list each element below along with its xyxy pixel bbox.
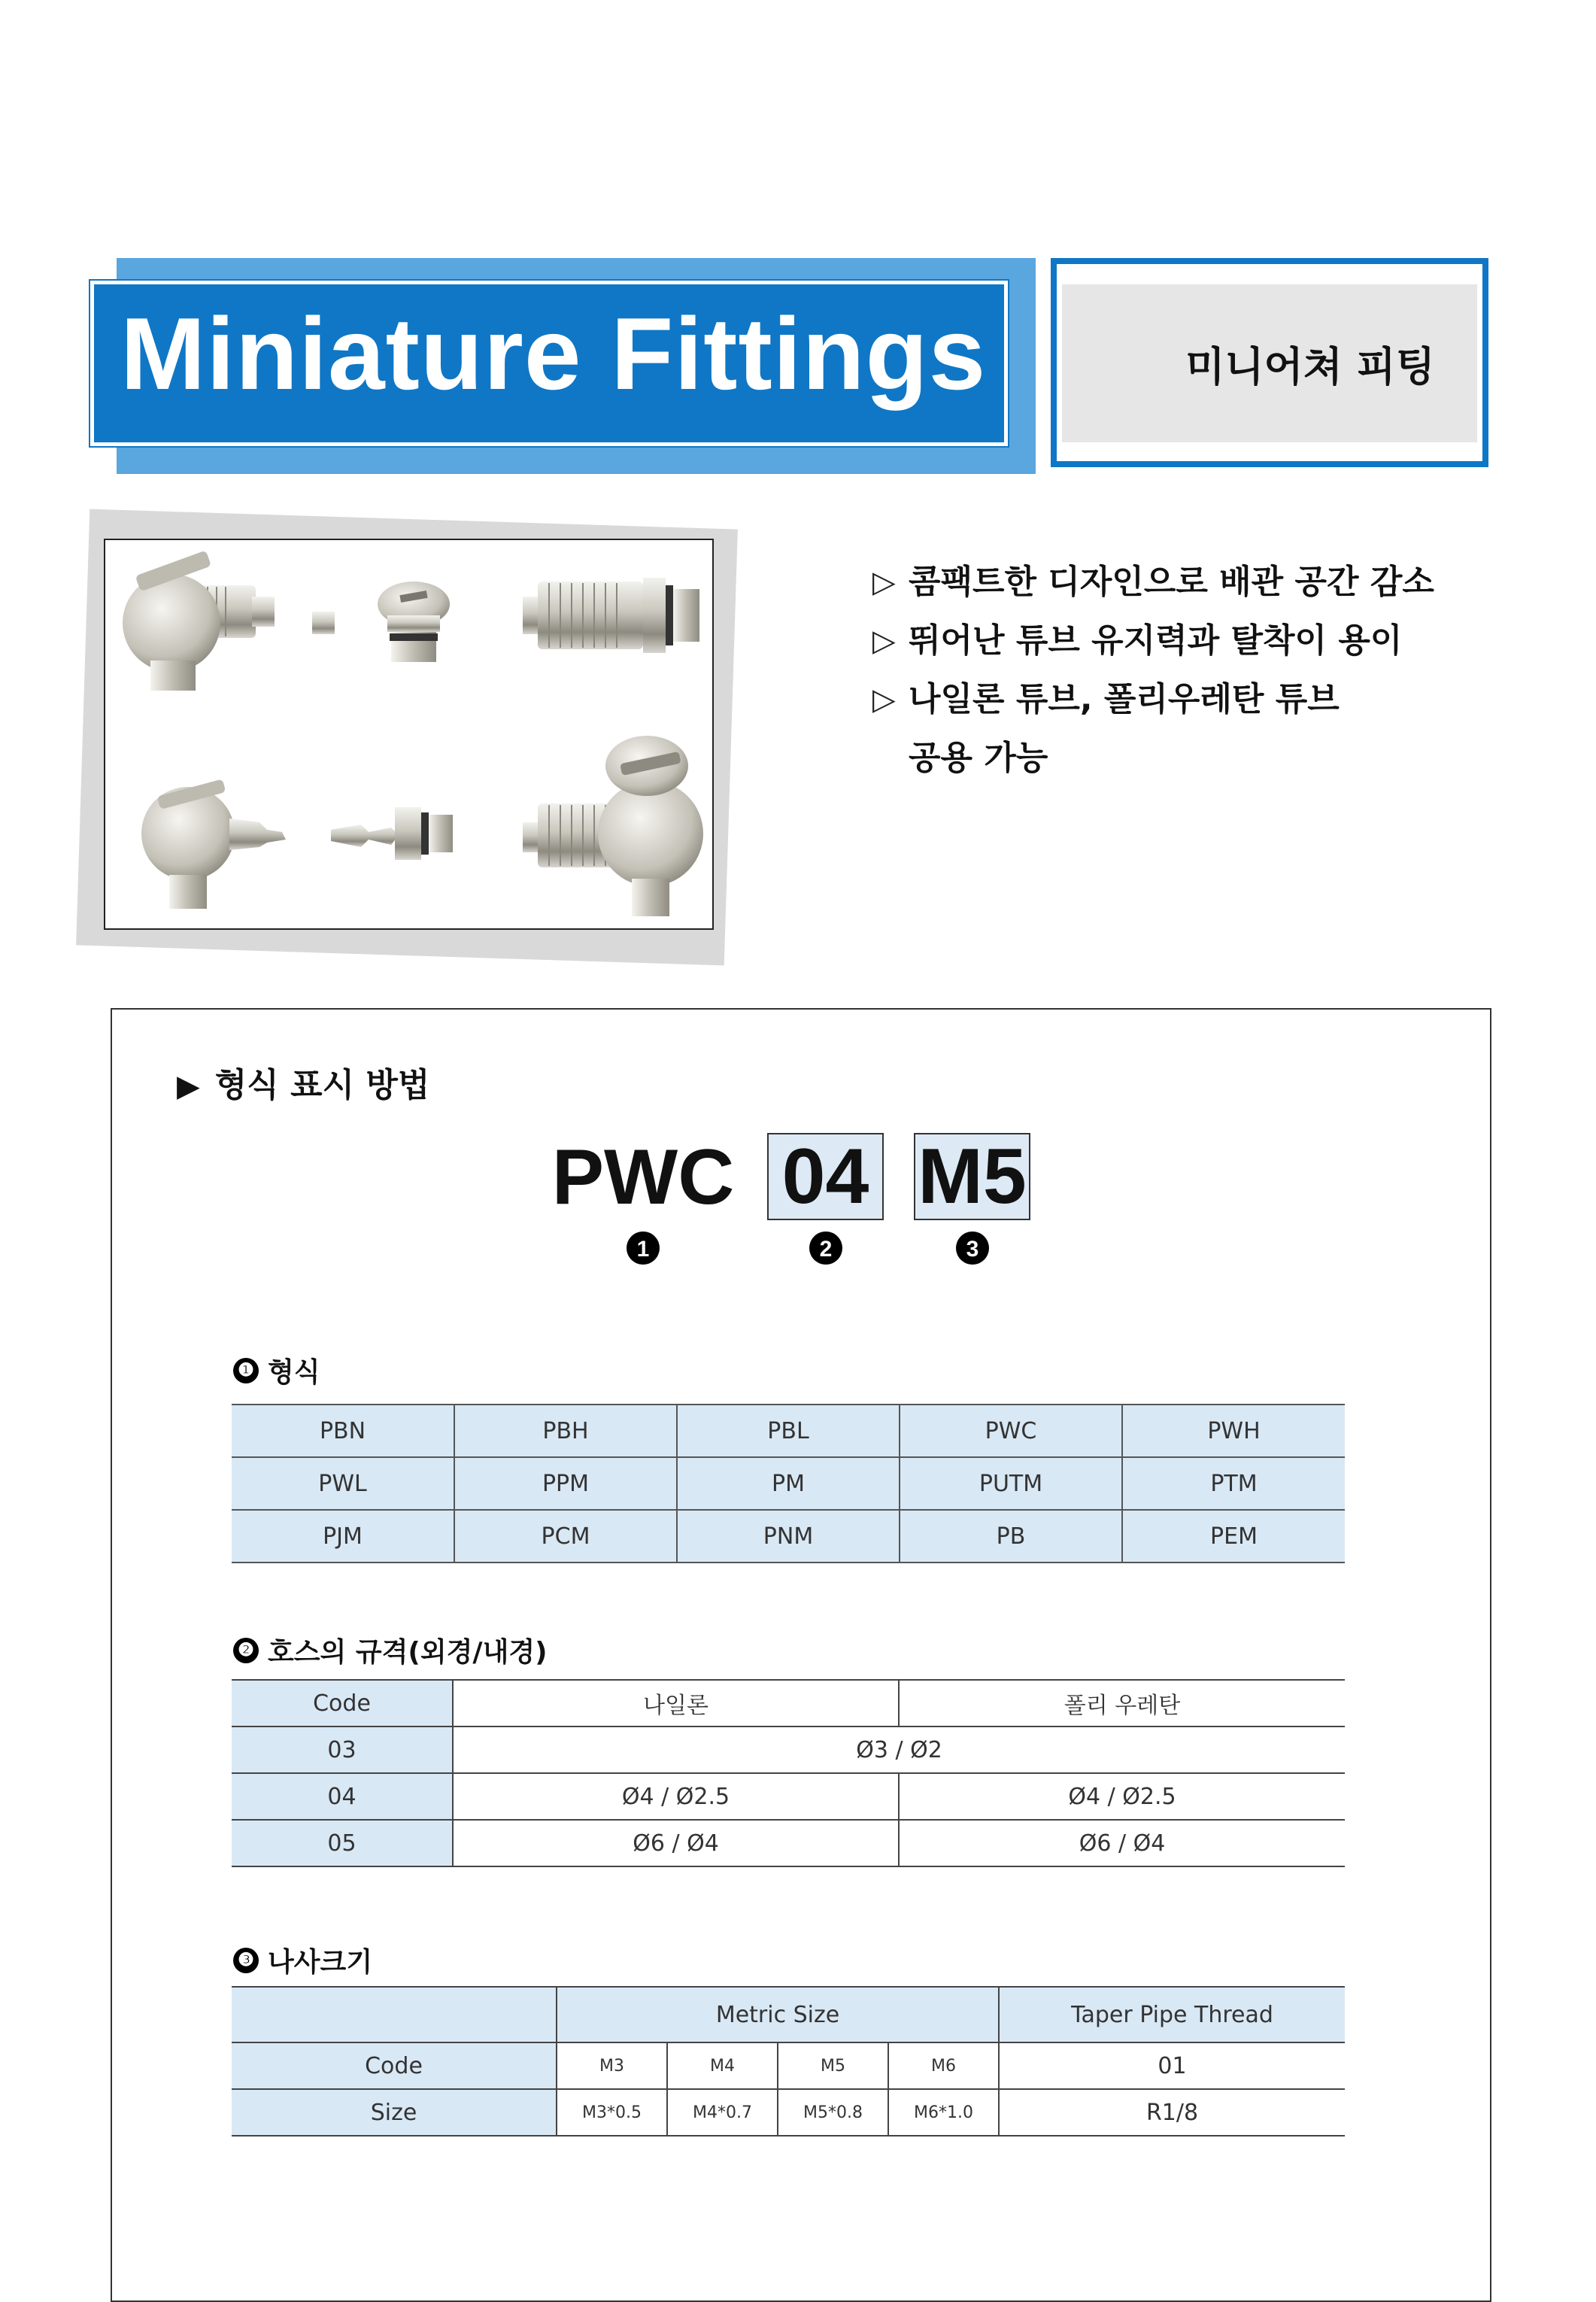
type-table <box>232 1404 1345 1563</box>
svg-text:2: 2 <box>819 1237 833 1262</box>
triangle-bullet-icon: ▷ <box>872 565 896 600</box>
table-header-cell: 폴리 우레탄 <box>899 1680 1345 1726</box>
table-cell: R1/8 <box>999 2089 1345 2136</box>
table-row <box>232 1510 1345 1563</box>
feature-item <box>872 553 1489 612</box>
table-row <box>232 1773 1345 1820</box>
svg-text:3: 3 <box>966 1237 979 1262</box>
table-row <box>232 1726 1345 1773</box>
table-cell-code: 05 <box>232 1820 453 1866</box>
table-cell: PWL <box>232 1457 454 1510</box>
elbow-barb-fitting-icon <box>141 779 286 909</box>
table-cell: PBN <box>232 1405 454 1457</box>
thread-table-heading-text: 나사크기 <box>268 1947 373 1978</box>
elbow-fitting-icon <box>123 551 275 691</box>
table-row <box>232 1405 1345 1457</box>
korean-title: 미니어쳐 피팅 <box>1185 342 1435 390</box>
type-table-heading-text: 형식 <box>268 1357 320 1388</box>
table-cell: 01 <box>999 2042 1345 2089</box>
table-row <box>232 1457 1345 1510</box>
type-table-heading <box>233 1351 320 1389</box>
table-cell: PBH <box>454 1405 677 1457</box>
table-row <box>232 2042 1345 2089</box>
table-cell: PB <box>900 1510 1122 1563</box>
hose-table-heading-text: 호스의 규격(외경/내경) <box>268 1637 548 1668</box>
code-part-hose: 04 <box>767 1133 884 1220</box>
table-cell: PTM <box>1122 1457 1345 1510</box>
table-header-row <box>232 1987 1345 2042</box>
table-cell: PM <box>677 1457 900 1510</box>
table-cell-code: 04 <box>232 1773 453 1820</box>
feature-text-continued: 공용 가능 <box>909 739 1048 777</box>
table-row-label: Size <box>232 2089 557 2136</box>
table-cell: Ø6 / Ø4 <box>453 1820 899 1866</box>
feature-text: 콤팩트한 디자인으로 배관 공간 감소 <box>909 563 1434 601</box>
table-cell: PCM <box>454 1510 677 1563</box>
svg-text:1: 1 <box>636 1237 650 1262</box>
table-cell: Ø3 / Ø2 <box>453 1726 1345 1773</box>
product-photo <box>104 539 714 930</box>
code-number-1 <box>626 1231 660 1268</box>
table-cell: M6 <box>888 2042 999 2089</box>
table-cell: PBL <box>677 1405 900 1457</box>
code-part-thread: M5 <box>914 1133 1030 1220</box>
feature-item <box>872 670 1489 729</box>
feature-text: 나일론 튜브, 폴리우레탄 튜브 <box>909 680 1340 718</box>
table-cell: M5*0.8 <box>778 2089 888 2136</box>
hose-table-heading <box>233 1631 548 1669</box>
table-cell: PWH <box>1122 1405 1345 1457</box>
model-code-heading-text: 형식 표시 방법 <box>214 1066 430 1104</box>
table-cell: PJM <box>232 1510 454 1563</box>
triangle-bullet-icon: ▷ <box>872 624 896 658</box>
table-cell: PUTM <box>900 1457 1122 1510</box>
circle-number-1-icon <box>626 1231 660 1265</box>
table-row-label: Code <box>232 2042 557 2089</box>
feature-item <box>872 612 1489 670</box>
table-cell: M6*1.0 <box>888 2089 999 2136</box>
circle-number-icon: ❷ <box>233 1638 259 1663</box>
circle-number-icon: ❸ <box>233 1948 259 1973</box>
table-cell: Ø4 / Ø2.5 <box>899 1773 1345 1820</box>
code-number-3 <box>955 1231 990 1268</box>
table-cell: PEM <box>1122 1510 1345 1563</box>
code-number-2 <box>809 1231 843 1268</box>
elbow-straight-fitting-icon <box>523 736 703 916</box>
thread-table-heading <box>233 1941 372 1979</box>
triangle-bullet-icon: ▷ <box>872 682 896 717</box>
barb-fitting-icon <box>331 807 453 860</box>
table-cell: PNM <box>677 1510 900 1563</box>
table-cell: M3 <box>557 2042 667 2089</box>
table-row <box>232 1820 1345 1866</box>
table-header-cell: 나일론 <box>453 1680 899 1726</box>
hose-table <box>232 1679 1345 1867</box>
circle-number-2-icon <box>809 1231 843 1265</box>
table-header-row <box>232 1680 1345 1726</box>
page-title: Miniature Fittings <box>120 296 987 411</box>
table-cell: M4 <box>667 2042 778 2089</box>
code-part-type: PWC <box>551 1133 735 1221</box>
fittings-illustration <box>105 540 712 928</box>
straight-fitting-icon <box>312 578 699 653</box>
circle-number-icon: ❶ <box>233 1358 259 1383</box>
table-header-cell-empty <box>232 1987 557 2042</box>
model-code-heading <box>177 1058 429 1106</box>
triangle-right-icon: ▶ <box>177 1069 200 1104</box>
feature-list <box>872 553 1489 788</box>
table-header-cell: Taper Pipe Thread <box>999 1987 1345 2042</box>
table-cell: Ø6 / Ø4 <box>899 1820 1345 1866</box>
table-cell: M4*0.7 <box>667 2089 778 2136</box>
table-cell: M5 <box>778 2042 888 2089</box>
table-header-cell: Code <box>232 1680 453 1726</box>
feature-text: 뛰어난 튜브 유지력과 탈착이 용이 <box>909 621 1403 660</box>
table-cell: M3*0.5 <box>557 2089 667 2136</box>
table-header-cell: Metric Size <box>557 1987 999 2042</box>
table-cell-code: 03 <box>232 1726 453 1773</box>
table-cell: PWC <box>900 1405 1122 1457</box>
thread-table <box>232 1986 1345 2136</box>
table-row <box>232 2089 1345 2136</box>
table-cell: PPM <box>454 1457 677 1510</box>
plug-fitting-icon <box>378 582 450 662</box>
table-cell: Ø4 / Ø2.5 <box>453 1773 899 1820</box>
circle-number-3-icon <box>955 1231 990 1265</box>
